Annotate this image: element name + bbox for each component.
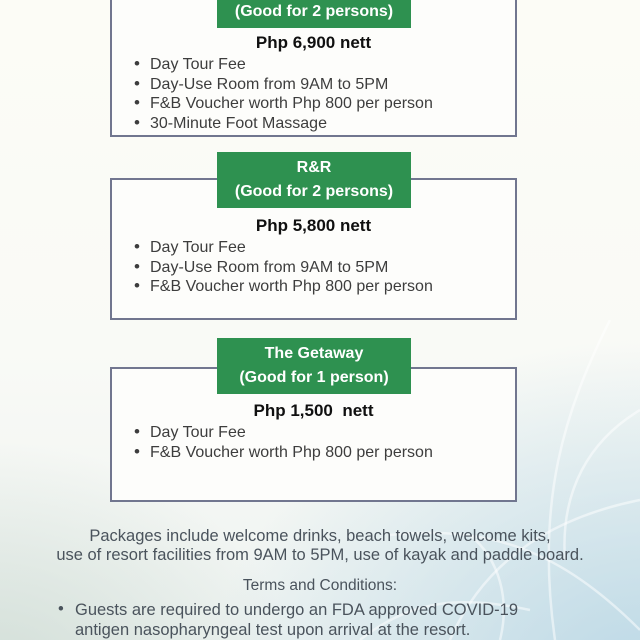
inclusions-line2: use of resort facilities from 9AM to 5PM, use of kayak and paddle board. <box>56 545 584 564</box>
package-1-badge <box>217 0 411 28</box>
package-1-subtitle: (Good for 2 persons) <box>234 3 394 20</box>
package-item: • Day-Use Room from 9AM to 5PM <box>134 75 515 95</box>
package-3-badge <box>217 338 411 394</box>
package-item: • F&B Voucher worth Php 800 per person <box>134 94 515 114</box>
package-1-price: Php 6,900 nett <box>255 33 372 52</box>
package-item: • Day Tour Fee <box>134 423 515 443</box>
inclusions-note <box>0 527 640 564</box>
terms-item: • Guests are required to undergo an FDA approved COVID-19 antigen nasopharyngeal test upon arrival at the resort. <box>58 601 532 640</box>
package-2-price: Php 5,800 nett <box>255 216 372 235</box>
package-item: • F&B Voucher worth Php 800 per person <box>134 443 515 463</box>
package-2-badge <box>217 152 411 208</box>
package-item: • Day Tour Fee <box>134 55 515 75</box>
package-2-items <box>112 238 515 297</box>
package-1-items <box>112 55 515 133</box>
package-2-subtitle: (Good for 2 persons) <box>234 183 394 200</box>
package-3-items <box>112 423 515 462</box>
package-item: • 30-Minute Foot Massage <box>134 114 515 134</box>
package-item: • Day-Use Room from 9AM to 5PM <box>134 258 515 278</box>
package-2-title: R&R <box>296 159 332 176</box>
package-3-title: The Getaway <box>264 345 364 362</box>
package-item: • Day Tour Fee <box>134 238 515 258</box>
package-3-price: Php 1,500 nett <box>253 401 374 420</box>
package-item: • F&B Voucher worth Php 800 per person <box>134 277 515 297</box>
terms-heading: Terms and Conditions: <box>242 577 398 594</box>
terms-list <box>58 601 532 640</box>
inclusions-line1: Packages include welcome drinks, beach towels, welcome kits, <box>89 527 551 545</box>
package-3-subtitle: (Good for 1 person) <box>239 369 389 386</box>
